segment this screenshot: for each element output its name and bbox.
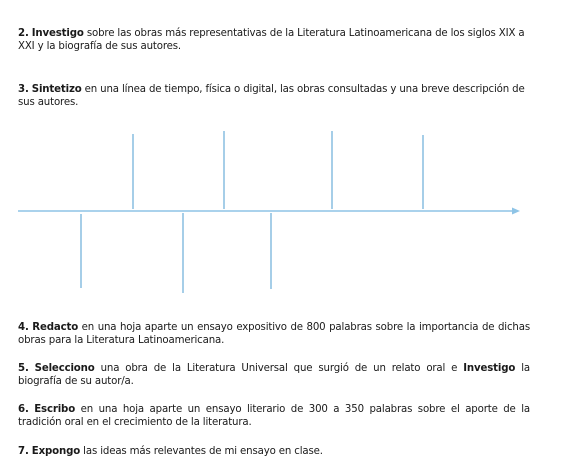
activity-7-text: las ideas más relevantes de mi ensayo en clase.	[80, 446, 323, 457]
activity-5-text: una obra de la Literatura Universal que surgió de un relato oral e	[94, 363, 464, 374]
activity-3-text: en una línea de tiempo, física o digital, las obras consultadas y una breve descripción de sus autores.	[18, 84, 525, 108]
activity-4-verb: Redacto	[32, 322, 79, 333]
activity-4-text: en una hoja aparte un ensayo expositivo de 800 palabras sobre la importancia de dichas obras para la Literatura Latinoamericana.	[18, 322, 530, 346]
timeline-arrowhead	[512, 208, 520, 215]
activity-4-number: 4.	[18, 322, 29, 333]
activity-5	[18, 363, 530, 388]
activity-5-number: 5.	[18, 363, 29, 374]
activity-6-verb: Escribo	[34, 404, 76, 415]
activity-3-number: 3.	[18, 84, 29, 95]
activity-3-verb: Sintetizo	[31, 84, 82, 95]
activity-5-verb-2: Investigo	[463, 363, 516, 374]
activity-2-text: sobre las obras más representativas de la Literatura Latinoamericana de los siglos XIX a XXI y la biografía de sus autores.	[18, 28, 525, 52]
activity-6	[18, 404, 530, 429]
activity-2-number: 2.	[18, 28, 29, 39]
activity-6-text: en una hoja aparte un ensayo literario de 300 a 350 palabras sobre el aporte de la tradición oral en el crecimiento de la literatura.	[18, 404, 530, 428]
activity-7	[18, 446, 530, 459]
activity-4	[18, 322, 530, 347]
activity-2-verb: Investigo	[31, 28, 84, 39]
activity-5-text-2: la biografía de su autor/a.	[18, 363, 530, 387]
activity-7-number: 7.	[18, 446, 29, 457]
activity-5-verb: Selecciono	[34, 363, 95, 374]
activity-6-number: 6.	[18, 404, 29, 415]
activity-7-verb: Expongo	[31, 446, 81, 457]
